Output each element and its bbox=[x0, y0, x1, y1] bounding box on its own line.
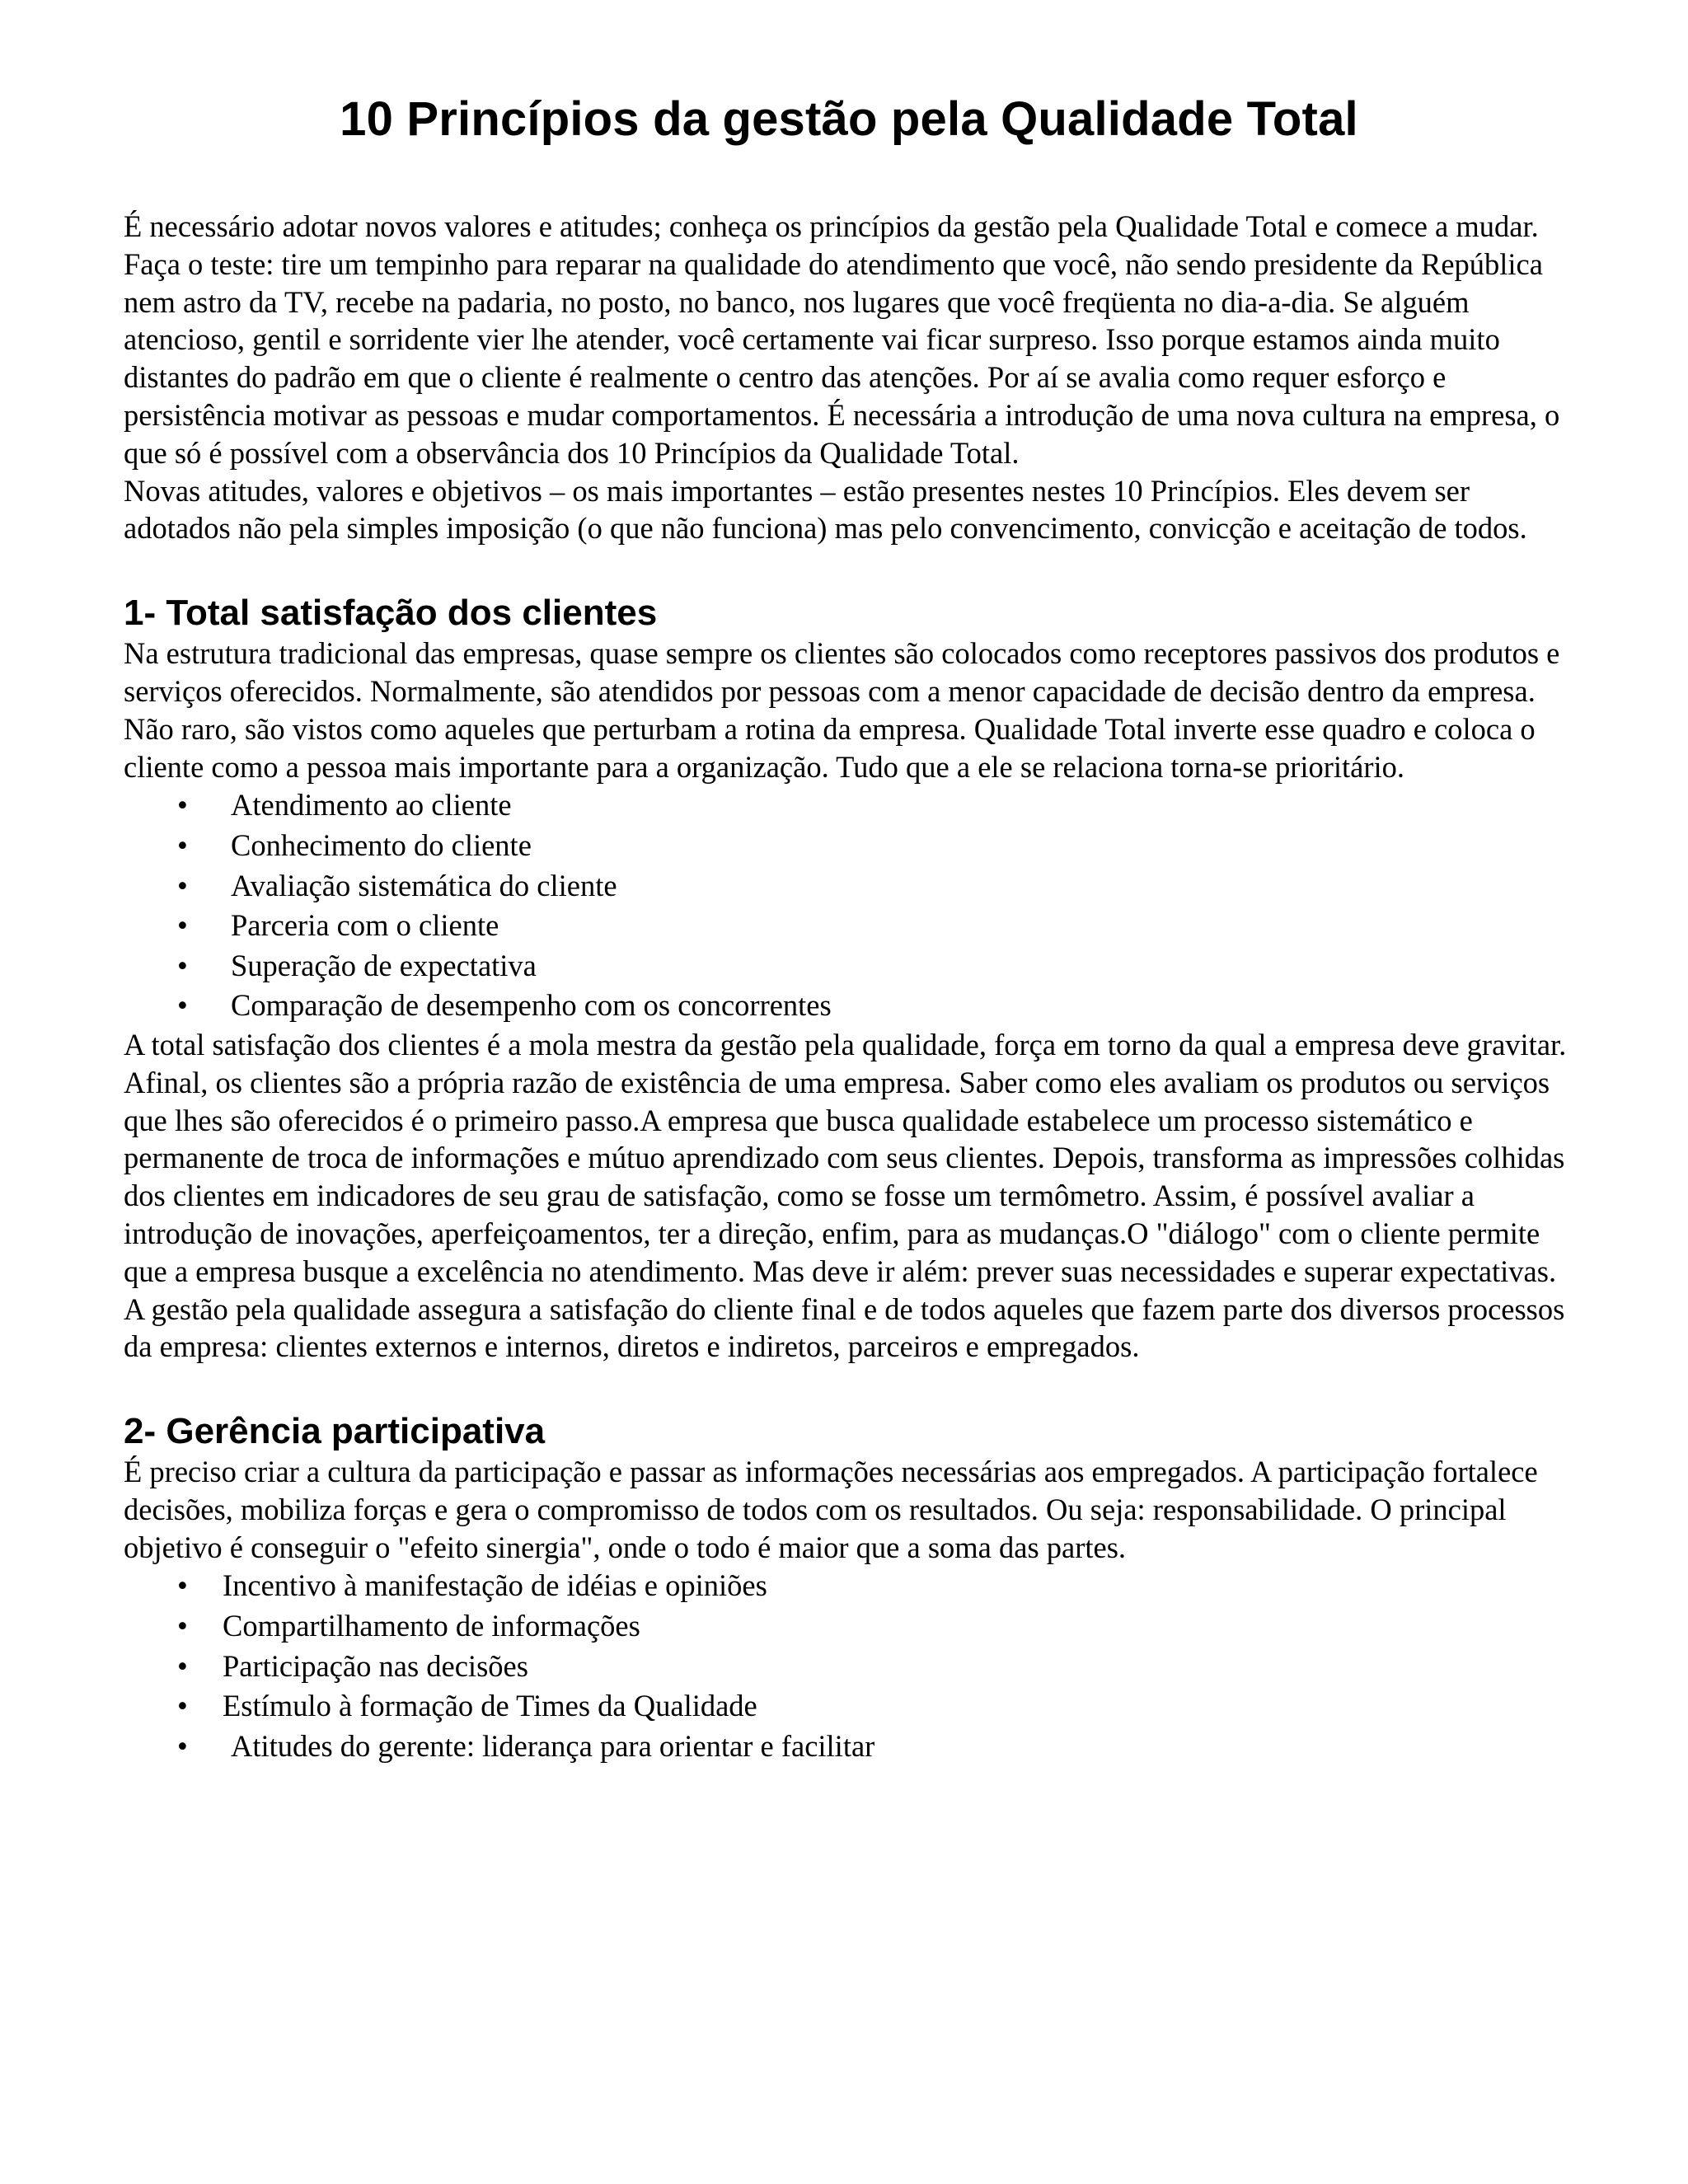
list-item-text: Participação nas decisões bbox=[223, 1648, 528, 1683]
list-item bbox=[124, 986, 1574, 1026]
section-1-bullet-list bbox=[124, 785, 1574, 1026]
list-item bbox=[124, 1606, 1574, 1647]
bullet-icon: • bbox=[177, 908, 188, 943]
bullet-icon: • bbox=[177, 788, 188, 823]
list-item-text: Avaliação sistemática do cliente bbox=[231, 868, 617, 902]
list-item-text: Atitudes do gerente: liderança para orientar e facilitar bbox=[231, 1728, 875, 1763]
list-item-text: Conhecimento do cliente bbox=[231, 827, 532, 862]
bullet-icon: • bbox=[177, 1609, 188, 1643]
bullet-icon: • bbox=[177, 1689, 188, 1723]
list-item-text: Superação de expectativa bbox=[231, 948, 537, 982]
bullet-icon: • bbox=[177, 988, 188, 1023]
list-item-text: Parceria com o cliente bbox=[231, 908, 499, 943]
section-1-paragraph: Na estrutura tradicional das empresas, quase sempre os clientes são colocados como receptores passivos dos produtos e serviços oferecidos. Normalmente, são atendidos por pessoas com a menor capacidade de decisão dentro da empresa. Não raro, são vistos como aqueles que perturbam a rotina da empresa. Qualidade Total inverte esse quadro e coloca o cliente como a pessoa mais importante para a organização. Tudo que a ele se relaciona torna-se prioritário. bbox=[124, 636, 1560, 784]
list-item-text: Comparação de desempenho com os concorrentes bbox=[231, 988, 832, 1023]
list-item bbox=[124, 866, 1574, 907]
list-item-text: Estímulo à formação de Times da Qualidade bbox=[223, 1689, 757, 1723]
list-item bbox=[124, 1647, 1574, 1687]
list-item-text: Incentivo à manifestação de idéias e opiniões bbox=[223, 1568, 767, 1603]
list-item-text: Compartilhamento de informações bbox=[223, 1609, 640, 1643]
list-item bbox=[124, 1686, 1574, 1727]
bullet-icon: • bbox=[177, 827, 188, 862]
intro-section bbox=[124, 208, 1574, 547]
bullet-icon: • bbox=[177, 948, 188, 982]
list-item bbox=[124, 1566, 1574, 1606]
section-1 bbox=[124, 592, 1574, 1366]
section-1-closing-paragraph: A total satisfação dos clientes é a mola mestra da gestão pela qualidade, força em torno da qual a empresa deve gravitar. Afinal, os clientes são a própria razão de existência de uma empresa. Saber como eles avaliam os produtos ou serviços que lhes são oferecidos é o primeiro passo.A empresa que busca qualidade estabelece um processo sistemático e permanente de troca de informações e mútuo aprendizado com seus clientes. Depois, transforma as impressões colhidas dos clientes em indicadores de seu grau de satisfação, como se fosse um termômetro. Assim, é possível avaliar a introdução de inovações, aperfeiçoamentos, ter a direção, enfim, para as mudanças.O "diálogo" com o cliente permite que a empresa busque a excelência no atendimento. Mas deve ir além: prever suas necessidades e superar expectativas. A gestão pela qualidade assegura a satisfação do cliente final e de todos aqueles que fazem parte dos diversos processos da empresa: clientes externos e internos, diretos e indiretos, parceiros e empregados. bbox=[124, 1027, 1567, 1364]
section-2-bullet-list bbox=[124, 1566, 1574, 1766]
section-2 bbox=[124, 1410, 1574, 1766]
bullet-icon: • bbox=[177, 1728, 188, 1763]
intro-paragraph-2: Novas atitudes, valores e objetivos – os mais importantes – estão presentes nestes 10 Princípios. Eles devem ser adotados não pela simples imposição (o que não funciona) mas pelo convencimento, convicção e aceitação de todos. bbox=[124, 473, 1527, 546]
section-2-paragraph: É preciso criar a cultura da participação e passar as informações necessárias aos empregados. A participação fortalece decisões, mobiliza forças e gera o compromisso de todos com os resultados. Ou seja: responsabilidade. O principal objetivo é conseguir o "efeito sinergia", onde o todo é maior que a soma das partes. bbox=[124, 1455, 1538, 1564]
bullet-icon: • bbox=[177, 868, 188, 902]
bullet-icon: • bbox=[177, 1648, 188, 1683]
list-item-text: Atendimento ao cliente bbox=[231, 788, 512, 823]
list-item bbox=[124, 946, 1574, 987]
section-1-heading: 1- Total satisfação dos clientes bbox=[124, 593, 658, 634]
document-page bbox=[124, 0, 1574, 1766]
intro-paragraph-1: É necessário adotar novos valores e atitudes; conheça os princípios da gestão pela Qualidade Total e comece a mudar. Faça o teste: tire um tempinho para reparar na qualidade do atendimento que você, não sendo presidente da República nem astro da TV, recebe na padaria, no posto, no banco, nos lugares que você freqüenta no dia-a-dia. Se alguém atencioso, gentil e sorridente vier lhe atender, você certamente vai ficar surpreso. Isso porque estamos ainda muito distantes do padrão em que o cliente é realmente o centro das atenções. Por aí se avalia como requer esforço e persistência motivar as pessoas e mudar comportamentos. É necessária a introdução de uma nova cultura na empresa, o que só é possível com a observância dos 10 Princípios da Qualidade Total. bbox=[124, 209, 1560, 470]
list-item bbox=[124, 906, 1574, 946]
bullet-icon: • bbox=[177, 1568, 188, 1603]
document-title: 10 Princípios da gestão pela Qualidade Total bbox=[340, 92, 1358, 146]
section-2-heading: 2- Gerência participativa bbox=[124, 1411, 546, 1452]
list-item bbox=[124, 785, 1574, 826]
list-item bbox=[124, 826, 1574, 866]
list-item bbox=[124, 1727, 1574, 1767]
